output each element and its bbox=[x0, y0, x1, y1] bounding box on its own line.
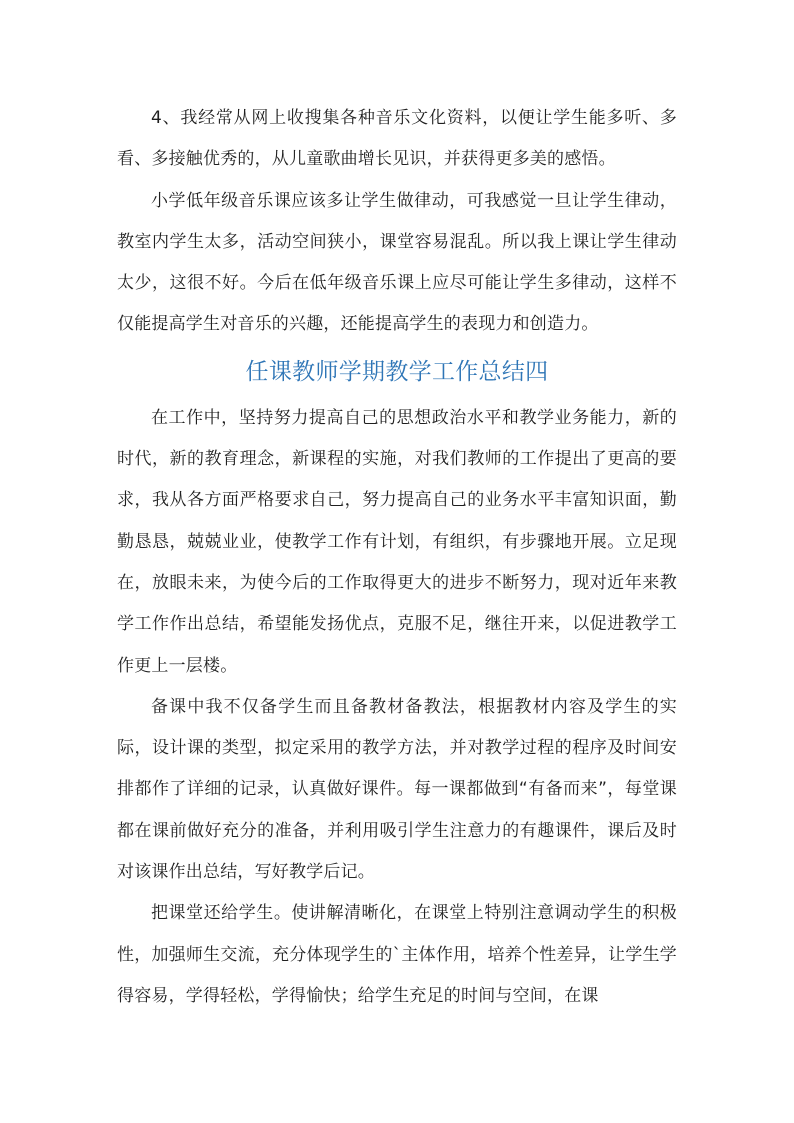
paragraph-resource-collection: 4、我经常从网上收搜集各种音乐文化资料，以便让学生能多听、多看、多接触优秀的，从儿童歌曲增长见识，并获得更多美的感悟。 bbox=[117, 108, 677, 170]
paragraph-classroom-to-students: 把课堂还给学生。使讲解清晰化，在课堂上特别注意调动学生的积极性，加强师生交流，充分体现学生的`主体作用，培养个性差异，让学生学得容易，学得轻松，学得愉快；给学生充足的时间与空间，在课 bbox=[117, 903, 677, 1006]
paragraph-work-summary-intro: 在工作中，坚持努力提高自己的思想政治水平和教学业务能力，新的时代，新的教育理念，新课程的实施，对我们教师的工作提出了更高的要求，我从各方面严格要求自己，努力提高自己的业务水平丰富知识面，勤勤恳恳，兢兢业业，使教学工作有计划，有组织，有步骤地开展。立足现在，放眼未来，为使今后的工作取得更大的进步不断努力，现对近年来教学工作作出总结，希望能发扬优点，克服不足，继往开来，以促进教学工作更上一层楼。 bbox=[117, 407, 677, 676]
paragraph-lesson-preparation: 备课中我不仅备学生而且备教材备教法，根据教材内容及学生的实际，设计课的类型，拟定采用的教学方法，并对教学过程的程序及时间安排都作了详细的记录，认真做好课件。每一课都做到“有备而来”，每堂课都在课前做好充分的准备，并利用吸引学生注意力的有趣课件，课后及时对该课作出总结，写好教学后记。 bbox=[117, 696, 677, 883]
paragraph-rhythm-activities: 小学低年级音乐课应该多让学生做律动，可我感觉一旦让学生律动，教室内学生太多，活动空间狭小，课堂容易混乱。所以我上课让学生律动太少，这很不好。今后在低年级音乐课上应尽可能让学生多律动，这样不仅能提高学生对音乐的兴趣，还能提高学生的表现力和创造力。 bbox=[117, 190, 677, 335]
document-body bbox=[117, 98, 677, 1017]
section-heading: 任课教师学期教学工作总结四 bbox=[245, 358, 549, 385]
